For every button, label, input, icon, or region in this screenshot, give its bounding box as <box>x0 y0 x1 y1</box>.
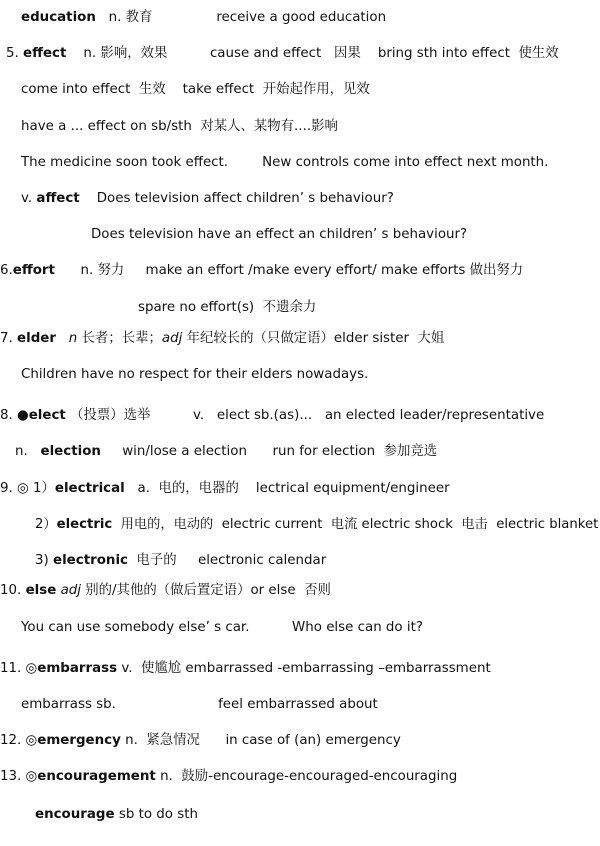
text-segment: Does television have an effect an children’ s behaviour? <box>91 227 468 242</box>
text-segment: adj <box>161 331 183 346</box>
text-segment: 年纪较长的（只做定语）elder sister 大姐 <box>182 331 445 346</box>
doc-line <box>0 582 331 600</box>
doc-line <box>15 443 437 461</box>
text-segment: electrical <box>54 481 125 496</box>
text-segment: election <box>40 444 101 459</box>
text-segment: education <box>21 10 96 25</box>
text-segment: 电子的 electronic calendar <box>127 553 327 568</box>
text-segment: 13. ◎ <box>0 769 38 784</box>
text-segment: n. 鼓励-encourage-encouraged-encouraging <box>155 769 458 784</box>
doc-line <box>0 262 523 280</box>
text-segment: 9. ◎ 1） <box>0 481 55 496</box>
text-segment: 8. ● <box>0 408 29 423</box>
doc-line <box>0 330 444 348</box>
doc-line <box>35 806 198 824</box>
text-segment: sb to do sth <box>114 807 198 822</box>
text-segment: 6. <box>0 263 13 278</box>
doc-line <box>91 226 467 244</box>
text-segment: emergency <box>37 733 121 748</box>
text-segment: embarrass <box>37 661 118 676</box>
text-segment: n. 紧急情况 in case of (an) emergency <box>120 733 401 748</box>
doc-line <box>35 516 598 534</box>
text-segment: You can use somebody else’ s car. Who else can do it? <box>21 620 423 635</box>
text-segment: embarrass sb. feel embarrassed about <box>21 697 378 712</box>
doc-line <box>21 118 338 136</box>
text-segment: 别的/其他的（做后置定语）or else 否则 <box>81 583 331 598</box>
text-segment: receive a good education <box>152 10 387 25</box>
text-segment: 5. <box>6 46 24 61</box>
text-segment: effort <box>12 263 55 278</box>
text-segment: spare no effort(s) 不遗余力 <box>138 300 317 315</box>
doc-line <box>21 81 370 99</box>
doc-line <box>138 299 316 317</box>
text-segment: encourage <box>35 807 115 822</box>
doc-line <box>21 154 548 172</box>
text-segment: 长者；长辈； <box>77 331 162 346</box>
text-segment: 2） <box>35 517 57 532</box>
text-segment: a. 电的，电器的 lectrical equipment/engineer <box>124 481 450 496</box>
text-segment: 12. ◎ <box>0 733 38 748</box>
doc-line <box>0 768 457 786</box>
doc-line <box>0 732 401 750</box>
text-segment: （投票）选举 v. elect sb.(as)... an elected leader/representative <box>65 408 545 423</box>
text-segment: come into effect 生效 take effect 开始起作用，见效 <box>21 82 370 97</box>
doc-line <box>21 9 386 27</box>
text-segment: adj <box>60 583 81 598</box>
text-segment: elect <box>28 408 66 423</box>
doc-line <box>0 480 450 498</box>
doc-line <box>21 619 423 637</box>
doc-line <box>0 407 544 425</box>
text-segment: 3) <box>35 553 54 568</box>
text-segment: v. <box>21 191 37 206</box>
text-segment: encouragement <box>37 769 156 784</box>
text-segment: 7. <box>0 331 18 346</box>
doc-line <box>35 552 326 570</box>
text-segment: elder <box>17 331 56 346</box>
text-segment: v. 使尴尬 embarrassed -embarrassing –embarrassment <box>117 661 491 676</box>
text-segment: else <box>25 583 57 598</box>
text-segment: win/lose a election run for election 参加竞选 <box>100 444 438 459</box>
doc-line <box>21 366 368 384</box>
text-segment: affect <box>36 191 80 206</box>
text-segment: effect <box>23 46 67 61</box>
text-segment: Children have no respect for their elders nowadays. <box>21 367 369 382</box>
text-segment: n. 教育 <box>95 10 153 25</box>
text-segment: n. 影响，效果 cause and effect 因果 bring sth into effect 使生效 <box>66 46 559 61</box>
doc-line <box>0 660 491 678</box>
text-segment: have a ... effect on sb/sth 对某人、某物有....影响 <box>21 119 338 134</box>
text-segment: electric <box>56 517 113 532</box>
text-segment <box>56 331 69 346</box>
doc-line <box>6 45 559 63</box>
text-segment: electronic <box>53 553 128 568</box>
doc-line <box>21 696 378 714</box>
text-segment: 11. ◎ <box>0 661 38 676</box>
text-segment: 用电的，电动的 electric current 电流 electric shock 电击 electric blanket <box>112 517 599 532</box>
text-segment: The medicine soon took effect. New controls come into effect next month. <box>21 155 549 170</box>
doc-line <box>21 190 394 208</box>
text-segment: Does television affect children’ s behaviour? <box>79 191 394 206</box>
text-segment: n <box>68 331 78 346</box>
text-segment: n. <box>15 444 41 459</box>
text-segment: n. 努力 make an effort /make every effort/ make efforts 做出努力 <box>54 263 524 278</box>
text-segment: 10. <box>0 583 26 598</box>
